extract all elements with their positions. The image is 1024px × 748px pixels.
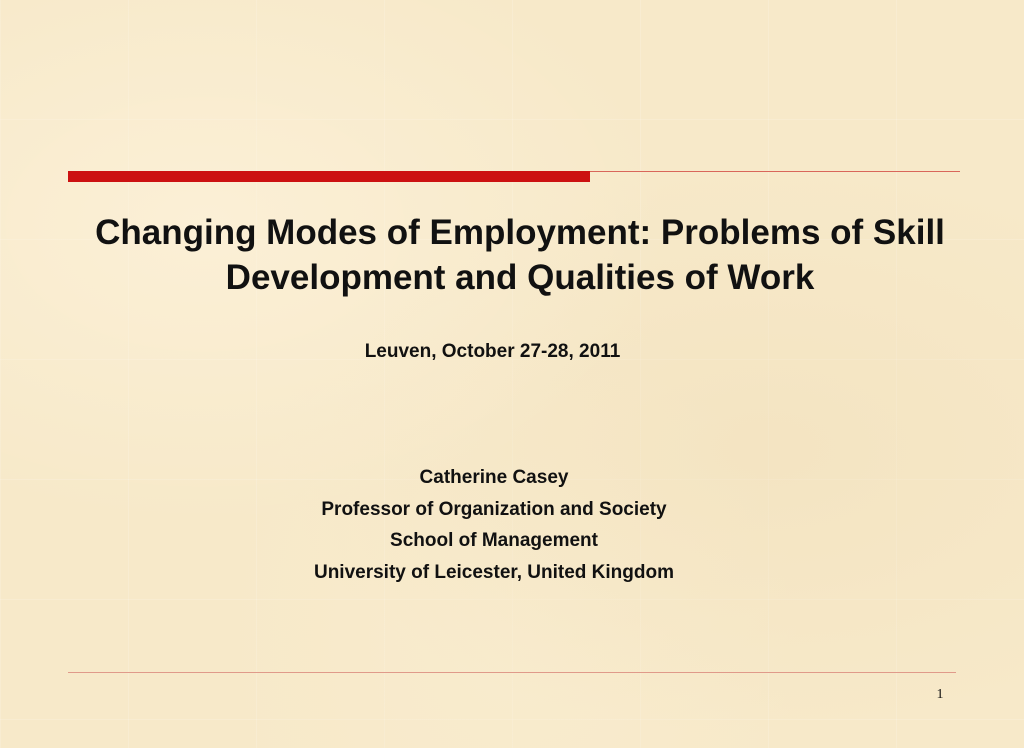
- author-name: Catherine Casey: [419, 467, 569, 488]
- author-position: Professor of Organization and Society: [321, 498, 667, 520]
- event-location-date: Leuven, October 27-28, 2011: [364, 341, 621, 362]
- author-department: School of Management: [390, 530, 598, 551]
- author-institution: University of Leicester, United Kingdom: [313, 561, 675, 583]
- bottom-divider-line: [68, 672, 956, 673]
- slide-title: [40, 210, 1000, 300]
- top-accent-bar: [68, 171, 590, 182]
- top-divider-line: [590, 171, 960, 172]
- title-line-1: Changing Modes of Employment: Problems of Skill: [95, 213, 945, 252]
- page-number: 1: [936, 687, 944, 702]
- author-block: [0, 462, 988, 588]
- title-line-2: Development and Qualities of Work: [225, 258, 815, 297]
